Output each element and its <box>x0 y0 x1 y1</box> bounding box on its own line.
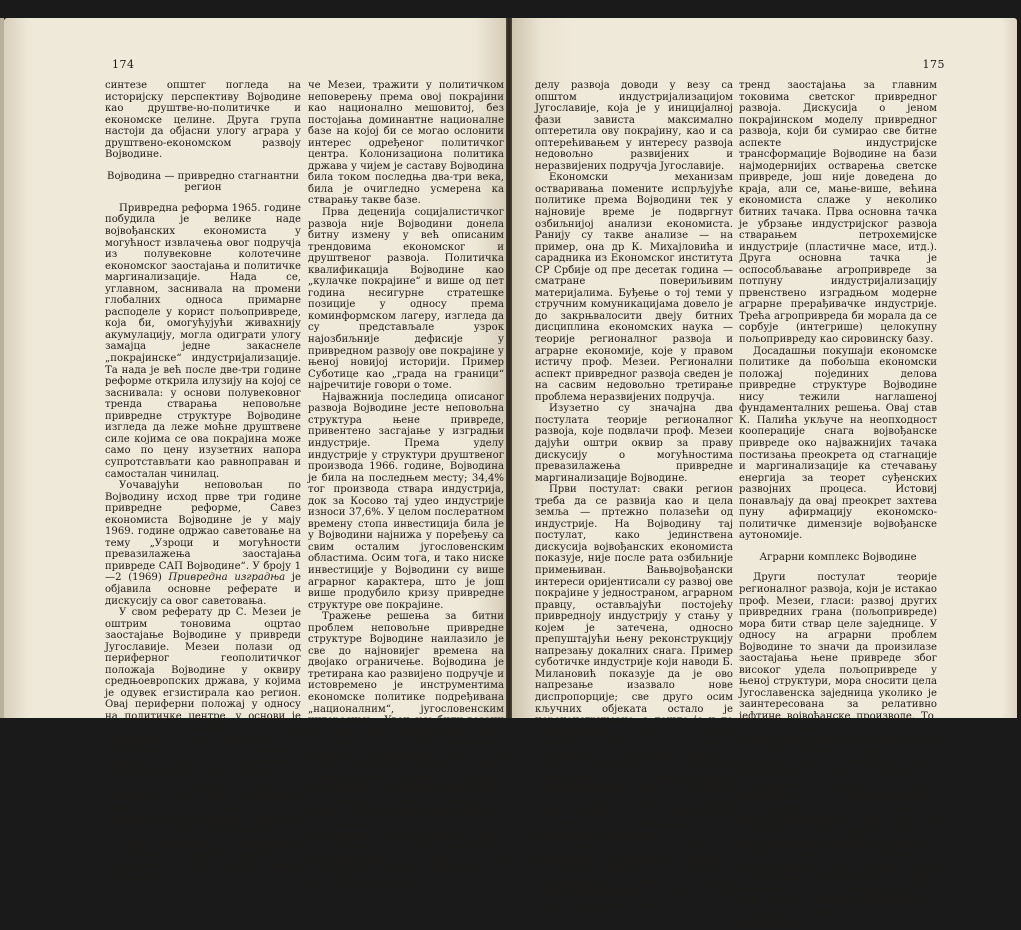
right-column-2 <box>739 80 937 930</box>
paragraph: Досадашњи покушаји економске политике да побољша економски положај појединих делова привредне структуре Војводине нису тежили наглашеној фундаменталних решења. Овај став К. Палића укључе на неопходност кооперације снага војвођанске привреде око најважнијих тачака постизања преокрета од стагнације и маргинализације ка стечавању енергија за теорет суђенских развојних процеса. Истовиј понављају да овај преокрет захтева пуну афирмацију економско-политичке димензије војвођанске аутономије. <box>739 345 937 542</box>
section-heading-line2: регион <box>184 182 222 194</box>
page-number-left: 174 <box>112 58 135 71</box>
paragraph: тренд заостајања за главним токовима светског привредног развоја. Дискусија о јеном покрајинском моделу привредног развоја, који би сумирао све битне аспекте индустријске трансформације Војводине на бази најмодернијих остварења светске привреде, још није доведена до краја, али се, мање-више, већина економиста слаже у неколико битних тачака. Прва оснoвна тачка је убрзање индустријског развоја стварањем петрохемијске индустрије (пластичне масе, итд.). Друга основна тачка је оспособљавање агропривреде за потпуну индустријализацију првенствено изградњом модерне аграрне прерађивачке индустрије. Трећа агропривреда би морала да се сорбује (интегрише) целокупну пољопривреду као сировинску базу. <box>739 80 937 346</box>
section-heading-line1: Војводина — привредно стагнантни <box>107 170 299 182</box>
paragraph: Први постулат: сваки регион треба да се развија као и цела земља — пртежно полазећи од индустрије. На Војводину тај постулат, како јединствена дискусија војвођанских економиста показује, није после рата озбиљније примењиван. Вањвојвођански интереси оријентисали су развој ове покрајине у једностраном, аграрном правцу, остављајући постојећу привредноју индустрију у стању у којем је затечена, односно препуштајући њену реконструкцију напрезању докалних снага. Пример суботичке индустрије који наводи Б. Милановић показује да је ово напрезање изазвало нове диспропорције; све друго осим кључних објеката остало је нереконструисано, а дошло је и до занемаривања свих осталих привредних области. Овај покушај ослањања на сопствене снаге у циљу одупирања дејствима механизма перманентног осиромашавања, тока је између 1956. и 1965. године и углавном није довео до озбиљнијих структурних побољшања у војвођанској привреди. <box>535 484 733 842</box>
paragraph: Најважнија последица описаног развоја Војводине јесте неповољна структура њене привреде, привентено засгајање у изградњи индустрије. Према удeлу индустрије у структури друштвеног производа 1966. године, Војводина је била на последњем месту; 34,4% тог производа ствара индустрија, док за Косово тај удео индустрије износи 37,6%. У целом послератном времену стопа инвестиција била је у Војводини најнижа у поређењу са свим осталим југословенским областима. Осим тога, и тако ниске инвестиције у Војводини су више аграрног карактера, што је још више продубило кризу привредне структуре ове покрајине. <box>308 391 504 611</box>
left-column-1 <box>105 80 301 884</box>
left-column-2 <box>308 80 504 888</box>
paragraph: Тражење решења за битни проблем неповољне привредне структуре Војводине наилазило је све до најновијег времена на двојако ограничење. Војводина је третирана као развијено подручје и истовремено је инструментима економске политике подређивана „националним“, југословенским интересима. „Увек смо били везани за неке мере, инструменте, неку политику, за неко решавање, додавање, одузимање, итд.“. Ове речи И. Рајачића указују на битну противречност између стварних економских могућности Војводине као региона на маргини развоја, са једне стране, и њеног покрајинског постављања политички и економски, које се у суштини могу окарактерисати као двострука експлоатација. Мезеи тај истpајујући статус Војводине у југословенском мо- <box>308 611 504 888</box>
left-page <box>4 18 506 888</box>
paragraph: синтезе општег погледа на историјску перспективу Војводине као друштве-но-политичке и економске целине. Друга група настоји да објасни улогу аграра у друштвено-економском развоју Војводине. <box>105 80 301 161</box>
paragraph <box>105 480 301 607</box>
paragraph: Изузетно су значајна два постулата теорије регионалног развоја, које подвлачи проф. Мезеи дајући оштри оквир за прaву дискусију о могућностима превазилажења привредне маргинализације Војводине. <box>535 403 733 484</box>
right-page <box>512 18 1017 930</box>
paragraph: Привредна реформа 1965. године побудила је велике наде војвођанских економиста у могућност извлачења овог подручја из полувековне колотечине економског заостајања и политичке маргинализације. Нада се, углавном, заснивала на промени глобалних односа примарне расподеле у корист пољопривреде, која би, омогућујући живахнију акумулацију, могла одиграти улогу замајца једне закаснеле „покрајинске“ индустријализације. Та нада је већ после двe-три године реформе открила илузију на којој се заснивала: у основи полувековног тренда стварања неповољне привредне структуре Војводине изгледа да леже моћне друштвене силе којима се ова покрајина може само по цену изузетних напора супротстављати као равноправан и самосталан чинилац. <box>105 202 301 480</box>
paragraph: Прва децениja социјалистичког развоја није Војводини донела битну измену у већ описаним трендовима економског и друштвеног развоја. Политичка квалификација Војводине као „кулачке покрајине“ и више од пет година несигурне стратешке позиције у односу према коминформском лагеру, изгледа да су представљале узрок најозбиљније дефисије у привредном развоју ове покрајине у њеној новијој историји. Пример Суботице као „града на граници“ најречитије говори о томе. <box>308 207 504 392</box>
paragraph-text: Уочавајући неповољан по Војводину исход прве три године привредне реформе, Савез економиста Војводине је у мају 1969. године одржао саветовање на тему „Узроци и могућности превазилажења заостајања привреде САП Војводине“. У броју 1—2 (1969) <box>105 480 301 584</box>
section-heading <box>105 171 301 194</box>
section-heading: Аграрни комплекс Војводине <box>759 551 917 563</box>
paragraph: У свом реферату др С. Мезеи је оштрим тоновима оцртао заостајање Војводине у привреди Југославије. Мезеи полази од периферног геополитичког положаја Војводине у оквиру средњоевропских држава, у којима је одувек егзистирала као регион. Овај периферни положај у односу на политичке центре, у основи је значио полуколонијални третман Војводине, на што указује и Б. Милановић у свом реферату. Овакав статус се несебично продубио после 1918. године, када је „због несигурног политичког положаја“ из ове покрајине евакуисано мноштво индустријских погона који је изградио европски капитал под утицајем Будимпеште. <box>105 607 301 838</box>
paragraph: Излазак из описане ситуације војвођански економисти траже у два правца. Основни је, неспорно, остваривање новог таласа индустријализације који би прекинуо полувековни <box>535 842 733 911</box>
paragraph: Други постулат теорије регионалног развоја, који је истакао проф. Мезеи, гласи: развој других привредних грана (пољопривреде) мора бити ствар целе заједнице. У односу на аграрни проблем Војводине то значи да произилазе заостајања њене привреде због високог удела пољопривреде у њеној структури, мора сносити цела Југославенска заједница уколико је заинтересована за релативно јефтине војвођанске производе. То, такође, значи да се мора прихватити једно од два решења: да се мора прихватити једно од два решења: да се заостанак целе економске политике решења за одређивање економског положаја Војводине. Субвенционисање пољопривреде и улагања у индустријализацију, која треба да ослободи вишкове радне снаге из пољопривреде како би се постепено могле сманити и субвенције пољопривреди. Ово, у ствари, значи признавање Војводини статуса региона на ивици неразвијености. Или такав положај агропривреде у примарној расподели, који не обезбедити а- <box>739 572 937 930</box>
journal-title: Привредна изградња <box>168 572 286 584</box>
paragraph: делу развоја доводи у везу са општом индустријализацијом Југославије, која је у иницијалној фази зависта максимално оптеретила ову покрајину, као и са оптерећивањем у интересу развоја недовољно развијених и неразвијених подручја Југославије. <box>535 80 733 172</box>
right-column-1 <box>535 80 733 911</box>
paragraph-text: је објавила основне реферате и дискусију са овог саветовања. <box>105 572 301 607</box>
page-number-right: 175 <box>922 58 945 71</box>
paragraph: Економски механизам остваривања помените испрљујуће политике према Војводини тек у најновије време је подвргнут озбиљнијој анализи економиста. Ранију су такве анализе — на пример, она др К. Михајловића и сарадника из Економског института СР Србије од пре десетак година — сматране повериљивим материјалима. Буђење о тој теми у стручним комуникацијама довело је до закрњвалосити двеју битних дисциплина економских наука — теорије регионалног развоја и аграрне економије, које у правом истичу проф. Мезеи. Регионални аспект привредног развоја сведен је на сасвим недовољно третирање проблема неразвијених подручја. <box>535 172 733 403</box>
paragraph: че Мезеи, тражити у политичком неповерењу према овој покрајини као национално мешовитој, без постојања доминантне националне базе на којој би се могао ослонити интерес одређеног политичког центра. Колонизациона политика држава у чијем је саставу Војводина била током последња два-три века, била је очигледно усмерена ка стварању такве базе. <box>308 80 504 207</box>
paragraph: Узрок прекида у третирању успешном току индустријализације Војводине до 1918. године треба, како исти- <box>105 838 301 884</box>
